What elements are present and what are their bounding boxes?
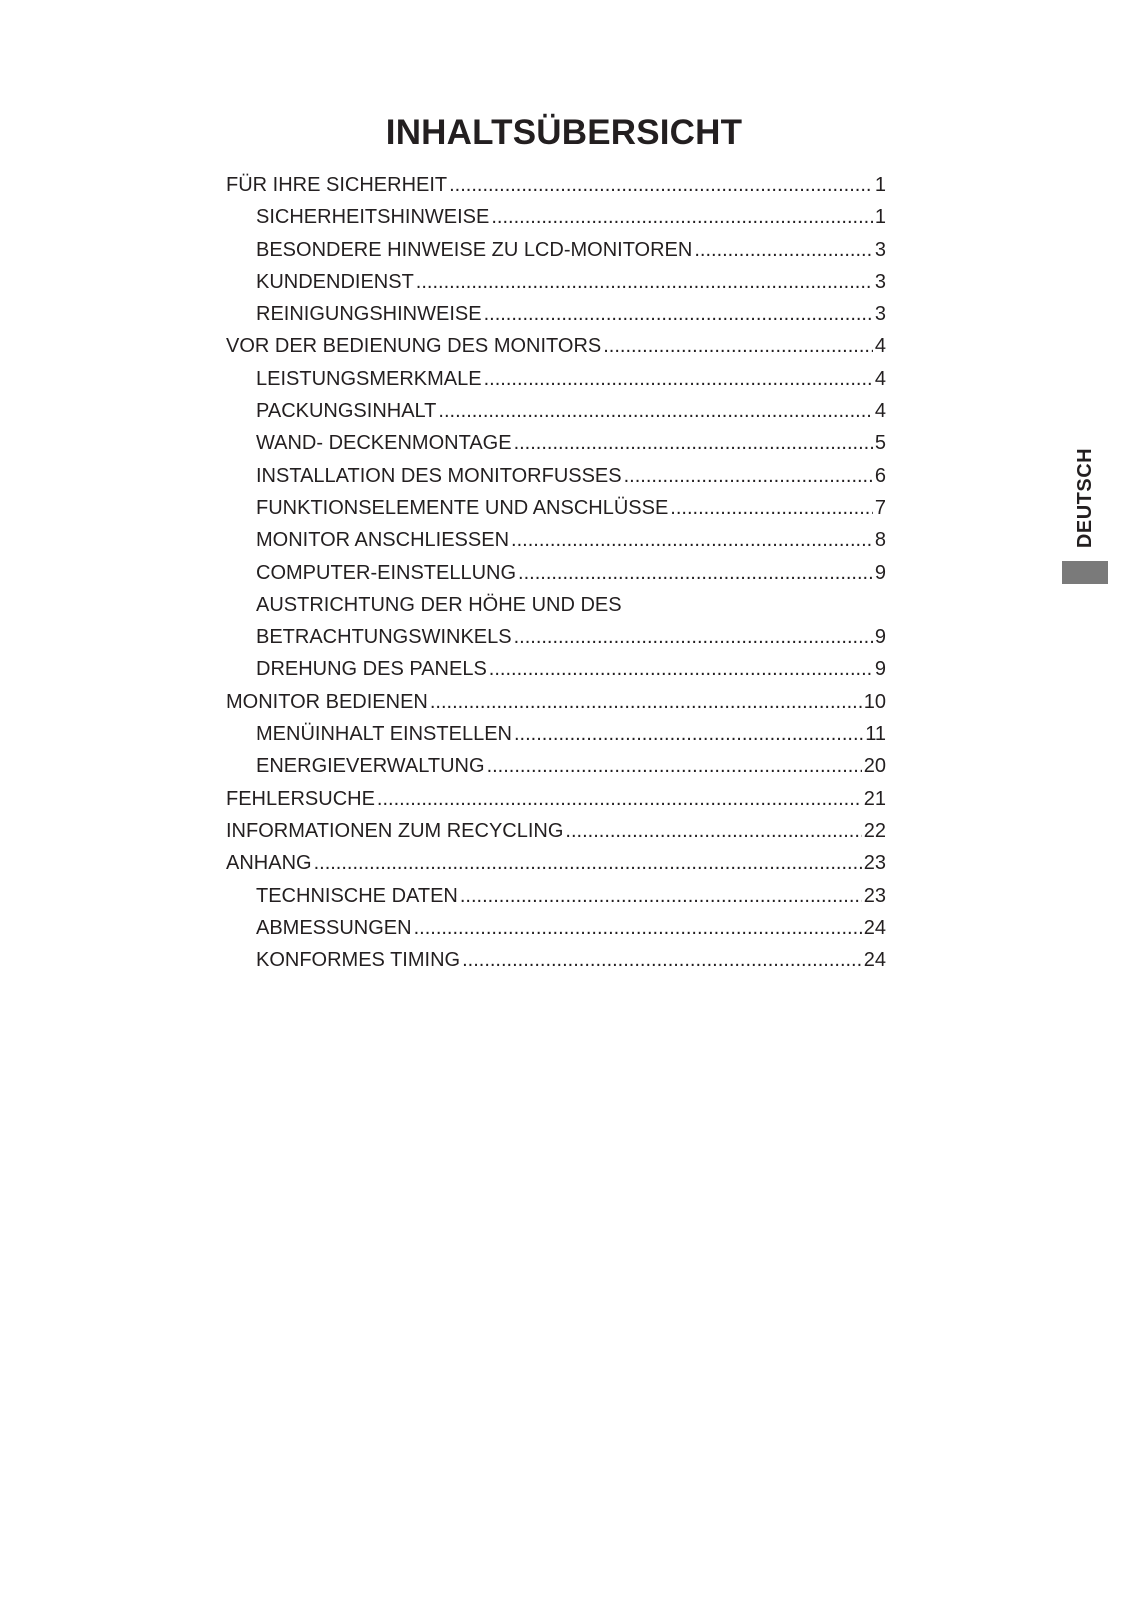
toc-dot-leader	[487, 750, 862, 782]
toc-dot-leader	[449, 169, 873, 201]
toc-entry[interactable]	[226, 266, 886, 298]
toc-dot-leader	[514, 427, 873, 459]
toc-page-number: 3	[874, 270, 886, 293]
toc-dot-leader	[460, 880, 862, 912]
toc-page-number: 5	[874, 432, 886, 455]
toc-entry-label: MONITOR ANSCHLIESSEN	[256, 529, 510, 552]
toc-entry[interactable]	[226, 557, 886, 589]
toc-entry-label: ENERGIEVERWALTUNG	[256, 755, 485, 778]
toc-entry[interactable]	[226, 395, 886, 427]
toc-dot-leader	[484, 363, 873, 395]
toc-entry[interactable]	[226, 880, 886, 912]
toc-page-number: 9	[874, 658, 886, 681]
toc-entry[interactable]	[226, 783, 886, 815]
toc-entry[interactable]	[226, 912, 886, 944]
toc-entry-label: DREHUNG DES PANELS	[256, 658, 487, 681]
toc-dot-leader	[414, 912, 862, 944]
toc-entry[interactable]	[226, 234, 886, 266]
toc-entry-label: BETRACHTUNGSWINKELS	[256, 626, 512, 649]
toc-page-number: 21	[863, 787, 886, 810]
toc-dot-leader	[438, 395, 872, 427]
toc-entry-label: ANHANG	[226, 852, 312, 875]
toc-dot-leader	[624, 460, 873, 492]
toc-page-number: 1	[874, 206, 886, 229]
toc-entry-label: FUNKTIONSELEMENTE UND ANSCHLÜSSE	[256, 496, 669, 519]
page-title: INHALTSÜBERSICHT	[385, 113, 743, 152]
toc-dot-leader	[565, 815, 861, 847]
toc-dot-leader	[430, 686, 862, 718]
toc-entry-label: AUSTRICHTUNG DER HÖHE UND DES	[256, 593, 622, 616]
toc-page-number: 4	[874, 400, 886, 423]
language-tab	[1062, 440, 1108, 585]
toc-entry-label: ABMESSUNGEN	[256, 916, 412, 939]
toc-entry-label: INSTALLATION DES MONITORFUSSES	[256, 464, 622, 487]
toc-entry-label: PACKUNGSINHALT	[256, 400, 437, 423]
toc-dot-leader	[670, 492, 873, 524]
toc-page-number: 1	[874, 174, 886, 196]
toc-entry[interactable]	[226, 460, 886, 492]
toc-entry-label: REINIGUNGSHINWEISE	[256, 303, 482, 326]
toc-page-number: 11	[865, 723, 886, 746]
toc-entry[interactable]	[226, 169, 886, 201]
toc-entry-label: MONITOR BEDIENEN	[226, 690, 428, 713]
toc-page-number: 4	[874, 367, 886, 390]
toc-entry-label: KUNDENDIENST	[256, 270, 414, 293]
toc-page-number: 9	[874, 561, 886, 584]
toc-page-number: 6	[874, 464, 886, 487]
toc-dot-leader	[491, 201, 873, 233]
table-of-contents	[226, 169, 886, 976]
toc-dot-leader	[694, 234, 873, 266]
toc-entry-label: WAND- DECKENMONTAGE	[256, 432, 512, 455]
toc-page-number: 24	[863, 949, 886, 972]
toc-dot-leader	[514, 718, 863, 750]
toc-entry[interactable]	[226, 750, 886, 782]
toc-page-number: 4	[874, 335, 886, 358]
toc-entry-label: BESONDERE HINWEISE ZU LCD-MONITOREN	[256, 238, 693, 261]
toc-entry[interactable]	[226, 201, 886, 233]
toc-dot-leader	[603, 330, 873, 362]
toc-entry[interactable]	[226, 944, 886, 976]
toc-page-number: 7	[874, 496, 886, 519]
toc-page-number: 23	[863, 852, 886, 875]
toc-dot-leader	[314, 847, 862, 879]
toc-dot-leader	[489, 653, 873, 685]
toc-page-number: 3	[874, 303, 886, 326]
toc-page-number: 20	[863, 755, 886, 778]
toc-entry[interactable]	[226, 621, 886, 653]
toc-entry-label: FÜR IHRE SICHERHEIT	[226, 174, 448, 196]
toc-dot-leader	[514, 621, 873, 653]
toc-entry[interactable]	[226, 686, 886, 718]
toc-entry-label: KONFORMES TIMING	[256, 949, 461, 972]
toc-entry[interactable]	[226, 427, 886, 459]
toc-dot-leader	[377, 783, 862, 815]
toc-entry-label: VOR DER BEDIENUNG DES MONITORS	[226, 335, 602, 358]
toc-page-number: 10	[863, 690, 886, 713]
language-tab-label: DEUTSCH	[1074, 447, 1096, 549]
toc-page-number: 24	[863, 916, 886, 939]
toc-entry-label: MENÜINHALT EINSTELLEN	[256, 723, 512, 746]
toc-entry[interactable]	[226, 815, 886, 847]
toc-dot-leader	[416, 266, 873, 298]
toc-page-number: 9	[874, 626, 886, 649]
toc-page-number: 8	[874, 529, 886, 552]
toc-entry-label: SICHERHEITSHINWEISE	[256, 206, 490, 229]
toc-dot-leader	[511, 524, 873, 556]
toc-dot-leader	[518, 557, 873, 589]
toc-entry[interactable]	[226, 589, 886, 621]
toc-dot-leader	[484, 298, 873, 330]
toc-entry-label: COMPUTER-EINSTELLUNG	[256, 561, 517, 584]
toc-entry[interactable]	[226, 653, 886, 685]
toc-entry[interactable]	[226, 718, 886, 750]
toc-entry[interactable]	[226, 847, 886, 879]
toc-entry[interactable]	[226, 524, 886, 556]
toc-page-number: 22	[863, 819, 886, 842]
toc-entry[interactable]	[226, 363, 886, 395]
toc-page-number: 3	[874, 238, 886, 261]
toc-entry-label: INFORMATIONEN ZUM RECYCLING	[226, 819, 564, 842]
toc-entry-label: LEISTUNGSMERKMALE	[256, 367, 482, 390]
toc-entry-label: TECHNISCHE DATEN	[256, 884, 458, 907]
toc-entry[interactable]	[226, 492, 886, 524]
toc-page-number: 23	[863, 884, 886, 907]
toc-dot-leader	[462, 944, 862, 976]
toc-entry-label: FEHLERSUCHE	[226, 787, 375, 810]
toc-entry[interactable]	[226, 330, 886, 362]
language-tab-marker	[1062, 561, 1108, 584]
toc-entry[interactable]	[226, 298, 886, 330]
